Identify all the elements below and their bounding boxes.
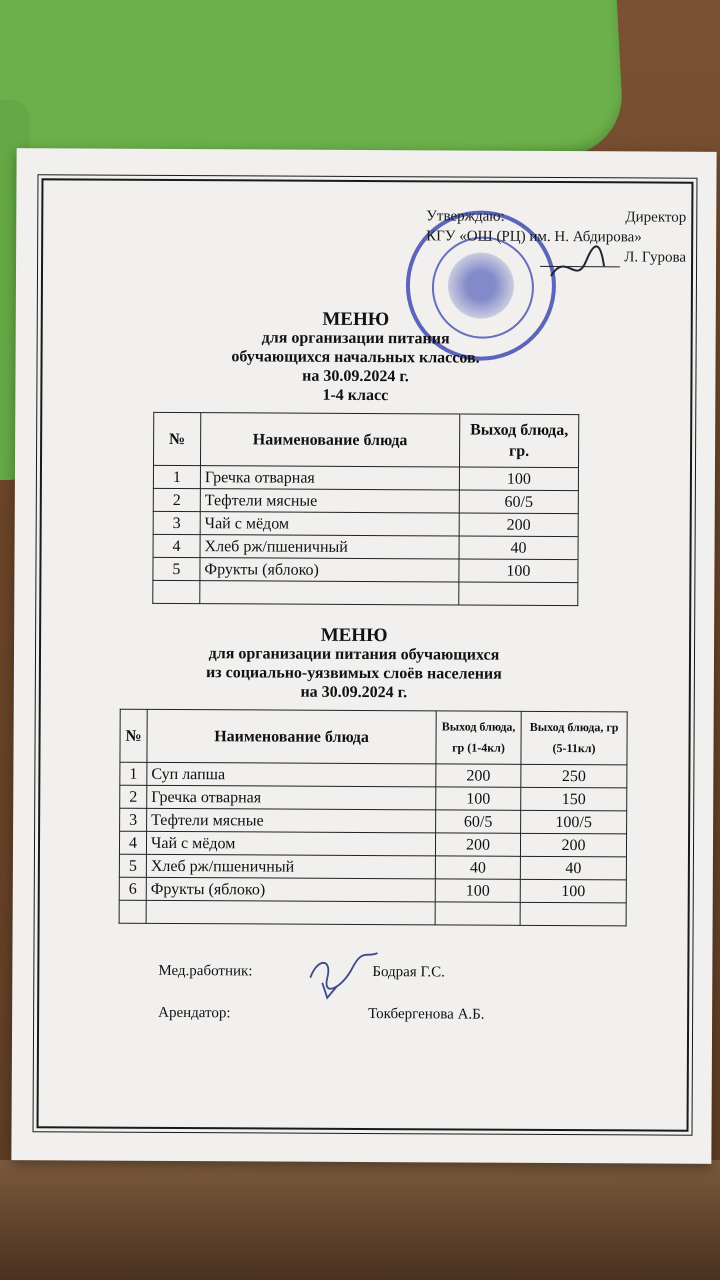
menu1-line1: для организации питания	[261, 329, 450, 348]
row-yield: 40	[459, 536, 578, 560]
row-dish: Хлеб рж/пшеничный	[200, 535, 459, 559]
tenant-name: Токбергенова А.Б.	[368, 1006, 485, 1023]
director-signature-icon	[546, 241, 606, 291]
header-yield-primary: Выход блюда, гр (1-4кл)	[436, 711, 521, 764]
menu2-title-block	[114, 625, 594, 704]
med-worker-name: Бодрая Г.С.	[372, 964, 445, 981]
row-number: 4	[119, 831, 146, 854]
table-row-empty	[119, 900, 626, 926]
menu1-line2: обучающихся начальных классов.	[231, 348, 480, 367]
menu2-line2: из социально-уязвимых слоёв населения	[205, 664, 502, 683]
menu1-title-block	[115, 309, 595, 407]
table-row	[119, 831, 626, 857]
med-worker-signature-icon	[302, 948, 382, 1008]
table-row	[153, 511, 578, 536]
menu1-grade: 1-4 класс	[322, 386, 389, 405]
row-dish: Фрукты (яблоко)	[200, 558, 459, 582]
table-row	[120, 762, 627, 788]
header-number: №	[120, 709, 147, 762]
header-dish: Наименование блюда	[147, 709, 436, 764]
row-yield-primary: 200	[435, 833, 520, 856]
row-number: 2	[153, 488, 200, 511]
table-row	[153, 488, 578, 513]
table-header-row	[153, 412, 578, 467]
row-dish: Чай с мёдом	[200, 512, 459, 536]
approval-name: Л. Гурова	[624, 249, 687, 266]
menu2-table	[119, 709, 628, 927]
row-yield-primary: 100	[436, 787, 521, 810]
row-number: 3	[153, 511, 200, 534]
approval-org: КГУ «ОШ (РЦ) им. Н. Абдирова»	[426, 228, 642, 246]
approval-position: Директор	[625, 209, 687, 226]
row-yield: 200	[459, 513, 578, 537]
row-number: 6	[119, 877, 146, 900]
header-number: №	[153, 412, 200, 465]
table-row-empty	[153, 580, 578, 605]
row-dish: Фрукты (яблоко)	[146, 877, 435, 902]
menu2-line1: для организации питания обучающихся	[208, 645, 500, 664]
table-row	[119, 877, 626, 903]
row-yield-primary: 40	[435, 856, 520, 879]
row-yield-secondary: 150	[521, 787, 627, 811]
table-row	[153, 465, 578, 490]
row-yield-secondary: 200	[520, 833, 626, 857]
tenant-label: Арендатор:	[158, 1004, 231, 1022]
row-yield-primary: 60/5	[436, 810, 521, 833]
row-yield-secondary: 40	[520, 856, 626, 880]
row-yield-secondary: 100/5	[521, 810, 627, 834]
row-number: 3	[120, 808, 147, 831]
header-yield: Выход блюда, гр.	[459, 414, 578, 468]
row-yield-secondary: 100	[520, 879, 626, 903]
menu2-date: на 30.09.2024 г.	[300, 683, 408, 702]
med-worker-label: Мед.работник:	[158, 962, 253, 980]
row-number: 4	[153, 534, 200, 557]
row-yield: 60/5	[459, 490, 578, 514]
menu-document	[11, 148, 716, 1164]
row-yield-primary: 100	[435, 879, 520, 902]
table-row	[153, 534, 578, 559]
header-dish: Наименование блюда	[200, 413, 459, 467]
row-dish: Гречка отварная	[147, 785, 436, 810]
table-row	[119, 854, 626, 880]
table-row	[153, 557, 578, 582]
row-number: 1	[153, 465, 200, 488]
approval-label: Утверждаю:	[426, 208, 505, 225]
menu2-title: МЕНЮ	[320, 624, 388, 647]
row-dish: Тефтели мясные	[147, 808, 436, 833]
header-yield-secondary: Выход блюда, гр (5-11кл)	[521, 711, 627, 765]
row-dish: Чай с мёдом	[146, 831, 435, 856]
row-dish: Гречка отварная	[200, 466, 459, 490]
row-number: 1	[120, 762, 147, 785]
row-yield-primary: 200	[436, 764, 521, 787]
table-header-row	[120, 709, 627, 765]
table-row	[120, 808, 627, 834]
row-yield: 100	[459, 467, 578, 491]
row-dish: Тефтели мясные	[200, 489, 459, 513]
row-yield-secondary: 250	[521, 764, 627, 788]
row-dish: Хлеб рж/пшеничный	[146, 854, 435, 879]
row-number: 5	[153, 557, 200, 580]
row-number: 2	[120, 785, 147, 808]
row-dish: Суп лапша	[147, 762, 436, 787]
menu1-table	[152, 412, 579, 606]
floor-area	[0, 1160, 720, 1280]
table-row	[120, 785, 627, 811]
row-yield: 100	[459, 559, 578, 583]
menu1-date: на 30.09.2024 г.	[302, 367, 409, 386]
menu1-title: МЕНЮ	[322, 308, 390, 331]
row-number: 5	[119, 854, 146, 877]
